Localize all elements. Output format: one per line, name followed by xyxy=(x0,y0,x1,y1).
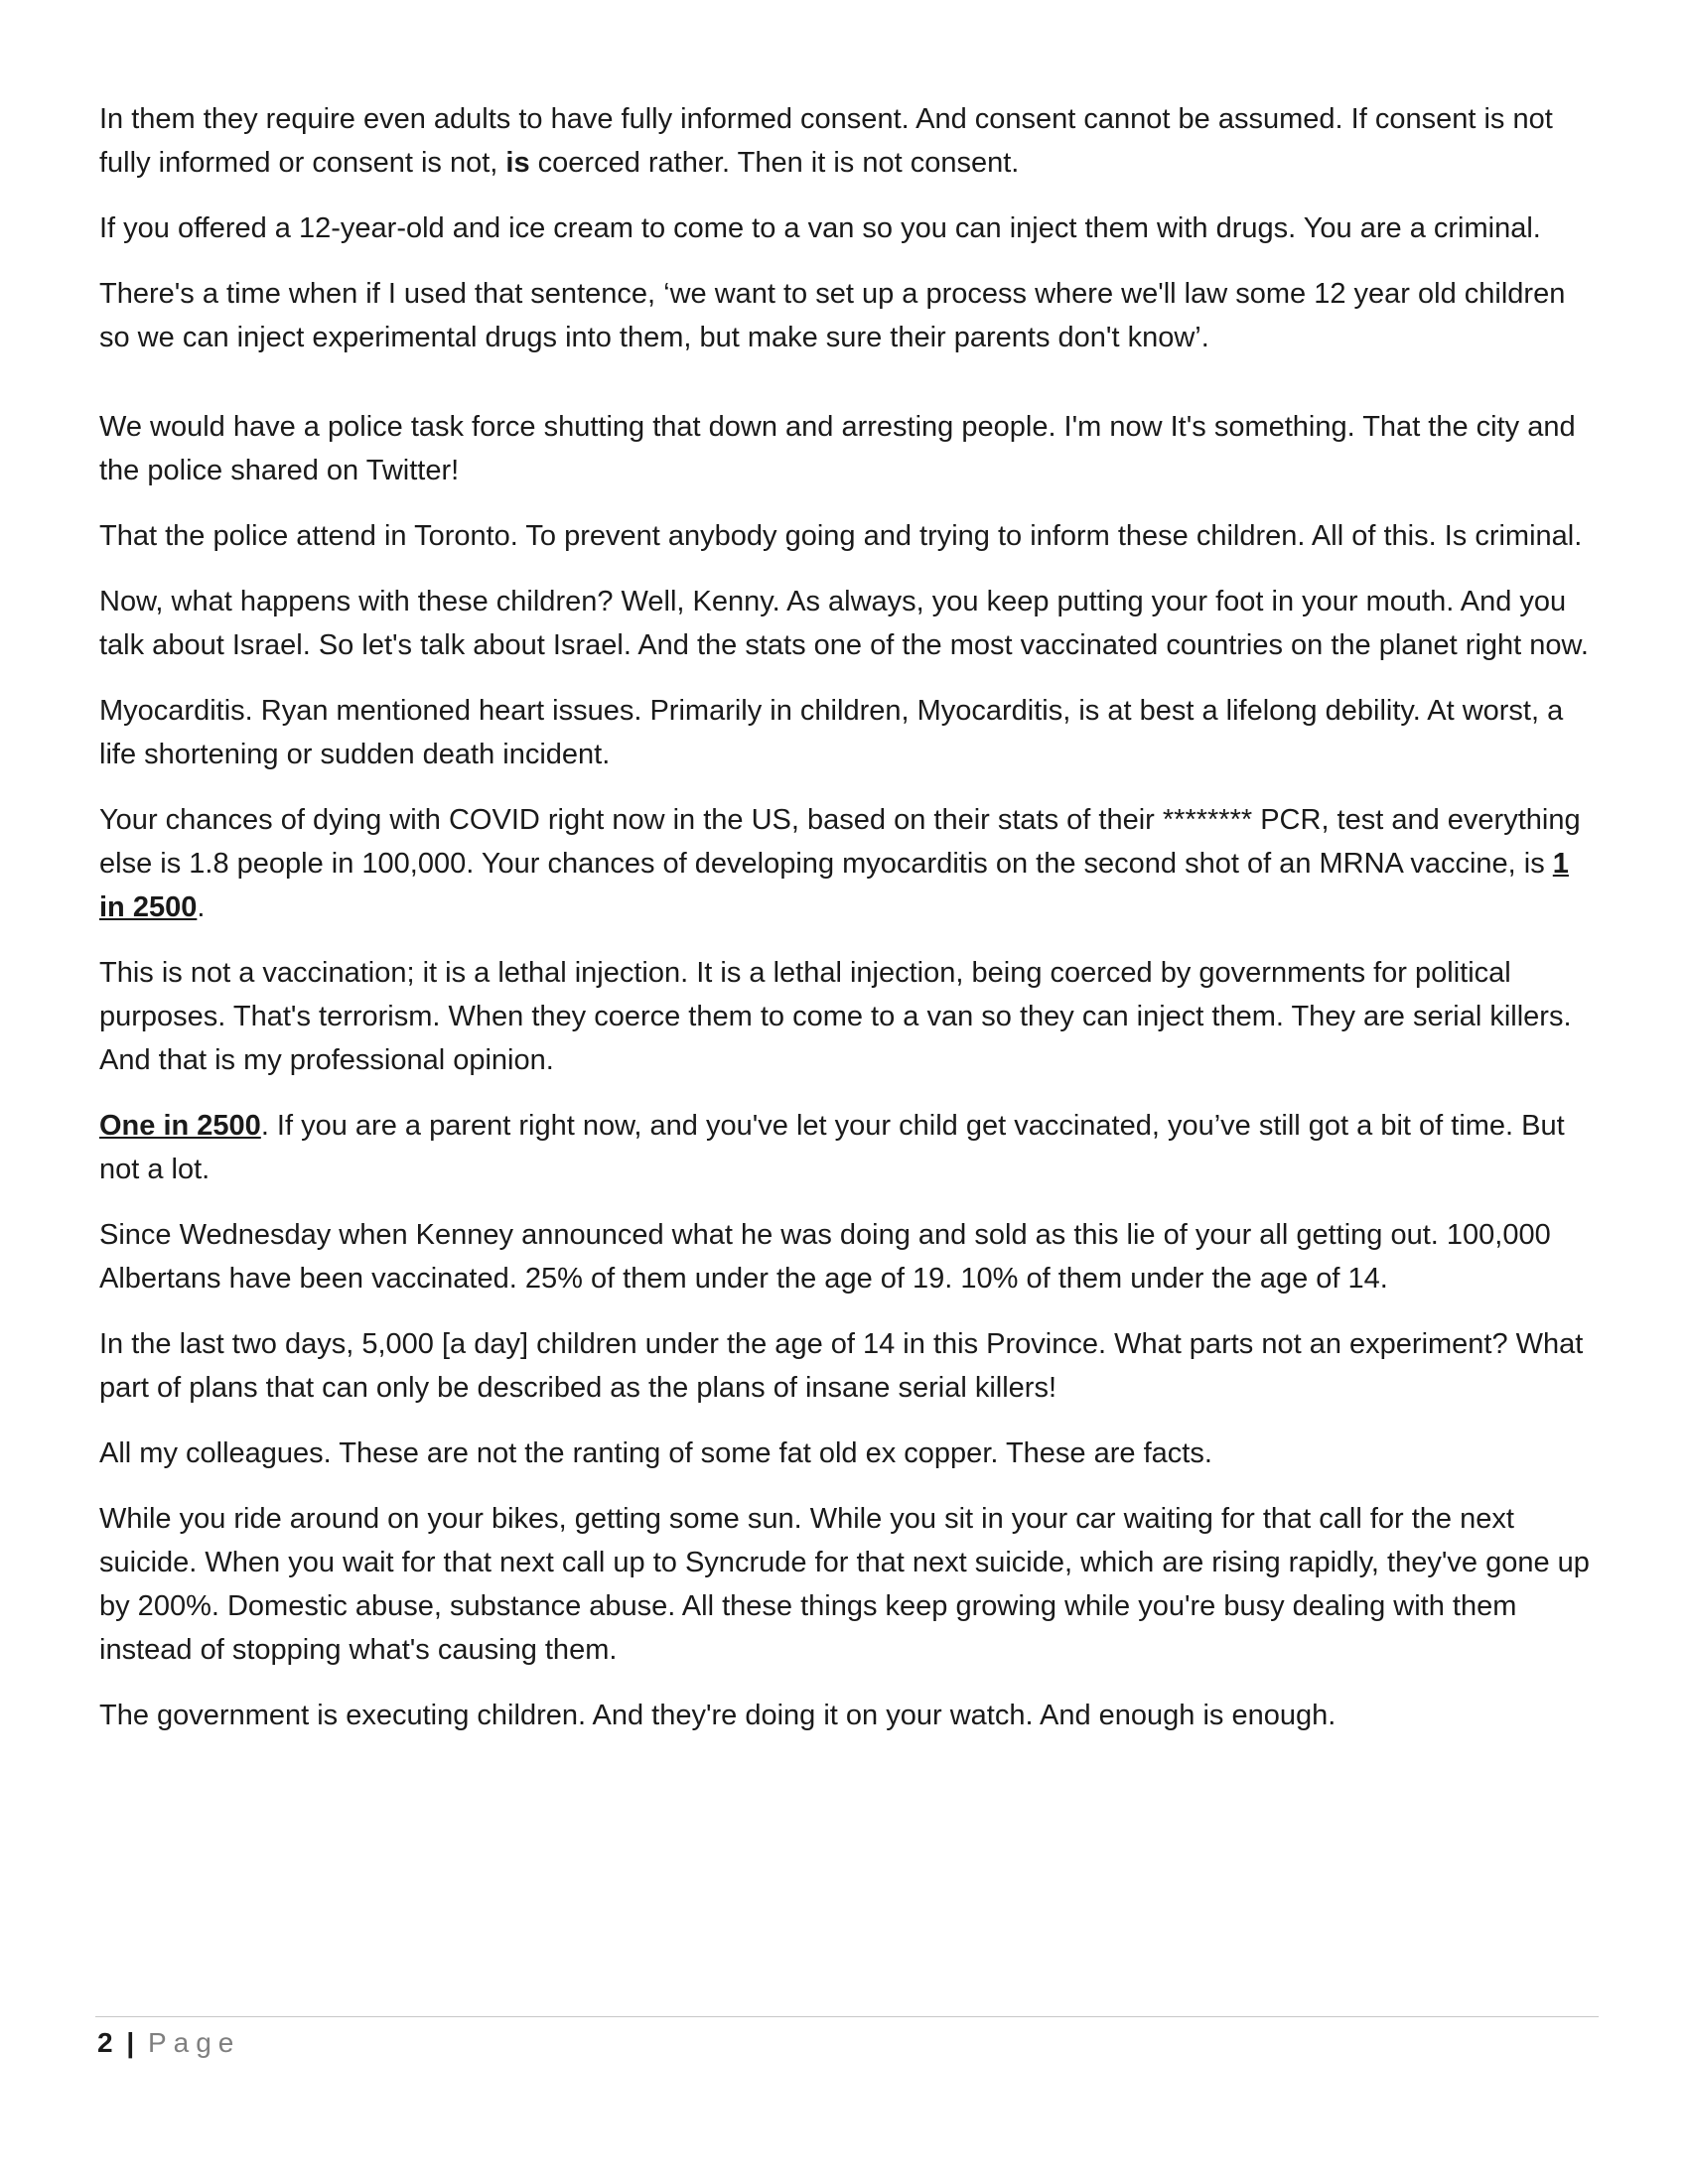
text-run: Your chances of dying with COVID right now in the US, based on their stats of their ******** PCR, test and everything else is 1.8 people in 100,000. Your chances of developing myocarditis on the second shot of an MRNA vaccine, is xyxy=(99,804,1581,880)
text-run: Now, what happens with these children? Well, Kenny. As always, you keep putting your foot in your mouth. And you talk about Israel. So let's talk about Israel. And the stats one of the most vaccinated countries on the planet right now. xyxy=(99,586,1589,661)
paragraph xyxy=(99,206,1599,250)
page-label: Page xyxy=(147,2027,241,2058)
text-run: Myocarditis. Ryan mentioned heart issues. Primarily in children, Myocarditis, is at best a lifelong debility. At worst, a life shortening or sudden death incident. xyxy=(99,695,1564,770)
paragraph xyxy=(99,1497,1599,1672)
page-number: 2 xyxy=(97,2027,113,2058)
paragraph xyxy=(99,951,1599,1082)
paragraph xyxy=(99,798,1599,929)
text-run: This is not a vaccination; it is a lethal injection. It is a lethal injection, being coerced by governments for political purposes. That's terrorism. When they coerce them to come to a van so they can inject them. They are serial killers. And that is my professional opinion. xyxy=(99,957,1572,1076)
text-run: . If you are a parent right now, and you've let your child get vaccinated, you’ve still got a bit of time. But not a lot. xyxy=(99,1110,1565,1185)
text-run: . xyxy=(197,891,206,923)
paragraph xyxy=(99,97,1599,185)
footer-separator: | xyxy=(126,2027,135,2058)
text-run: coerced rather. Then it is not consent. xyxy=(529,147,1020,179)
text-run: That the police attend in Toronto. To prevent anybody going and trying to inform these children. All of this. Is criminal. xyxy=(99,520,1583,552)
footer-divider xyxy=(95,2016,1599,2017)
text-run: We would have a police task force shutting that down and arresting people. I'm now It's something. That the city and the police shared on Twitter! xyxy=(99,411,1576,486)
paragraph xyxy=(99,580,1599,667)
paragraph xyxy=(99,1104,1599,1191)
text-run: In them they require even adults to have fully informed consent. And consent cannot be assumed. If consent is not fully informed or consent is not, xyxy=(99,103,1553,179)
text-run: Since Wednesday when Kenney announced what he was doing and sold as this lie of your all getting out. 100,000 Albertans have been vaccinated. 25% of them under the age of 19. 10% of them under the age of 14. xyxy=(99,1219,1551,1295)
paragraph xyxy=(99,689,1599,776)
text-run: In the last two days, 5,000 [a day] children under the age of 14 in this Province. What parts not an experiment? What part of plans that can only be described as the plans of insane serial killers! xyxy=(99,1328,1584,1404)
text-run: The government is executing children. And they're doing it on your watch. And enough is enough. xyxy=(99,1700,1336,1731)
paragraph xyxy=(99,1322,1599,1410)
body-text xyxy=(99,97,1599,1759)
text-run: All my colleagues. These are not the ranting of some fat old ex copper. These are facts. xyxy=(99,1437,1212,1469)
paragraph xyxy=(99,272,1599,359)
emphasis-stat: One in 2500 xyxy=(99,1110,261,1142)
paragraph xyxy=(99,1694,1599,1737)
paragraph xyxy=(99,514,1599,558)
paragraph xyxy=(99,1213,1599,1300)
paragraph xyxy=(99,1432,1599,1475)
paragraph xyxy=(99,405,1599,492)
emphasis-stat: 1 in 2500 xyxy=(99,848,1569,923)
page-footer xyxy=(97,2023,240,2063)
text-run: There's a time when if I used that sentence, ‘we want to set up a process where we'll law some 12 year old children so we can inject experimental drugs into them, but make sure their parents don't know’. xyxy=(99,278,1566,353)
text-run: If you offered a 12-year-old and ice cream to come to a van so you can inject them with drugs. You are a criminal. xyxy=(99,212,1541,244)
text-run: While you ride around on your bikes, getting some sun. While you sit in your car waiting for that call for the next suicide. When you wait for that next call up to Syncrude for that next suicide, which are rising rapidly, they've gone up by 200%. Domestic abuse, substance abuse. All these things keep growing while you're busy dealing with them instead of stopping what's causing them. xyxy=(99,1503,1590,1666)
bold-text: is xyxy=(505,147,530,179)
